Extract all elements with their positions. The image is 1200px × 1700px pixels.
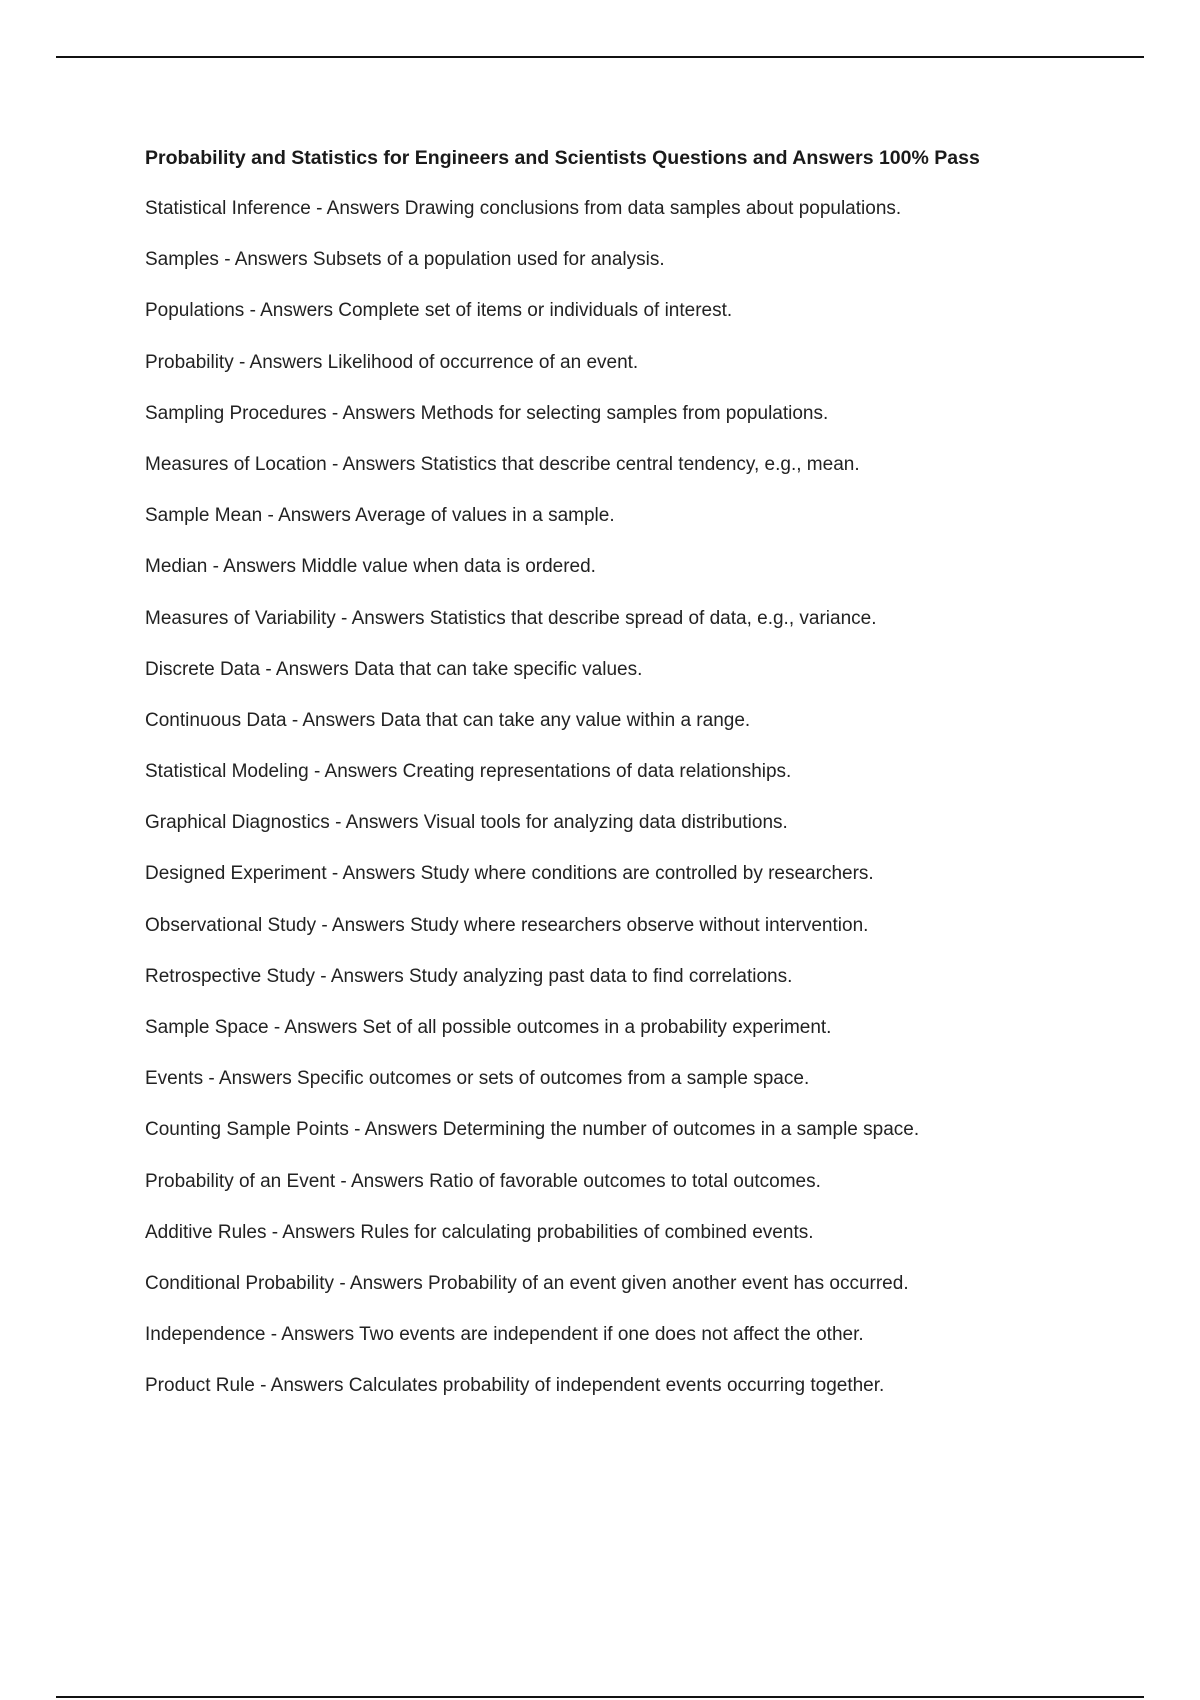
qa-item: Measures of Variability - Answers Statistics that describe spread of data, e.g., variance. — [145, 607, 877, 629]
qa-item: Additive Rules - Answers Rules for calculating probabilities of combined events. — [145, 1221, 814, 1243]
qa-item: Designed Experiment - Answers Study where conditions are controlled by researchers. — [145, 863, 874, 885]
qa-item: Discrete Data - Answers Data that can take specific values. — [145, 658, 643, 680]
qa-item: Statistical Inference - Answers Drawing conclusions from data samples about populations. — [145, 198, 902, 219]
qa-item: Statistical Modeling - Answers Creating representations of data relationships. — [145, 761, 792, 783]
qa-item: Measures of Location - Answers Statistics that describe central tendency, e.g., mean. — [145, 453, 860, 475]
document-body — [145, 146, 1145, 1398]
qa-item: Conditional Probability - Answers Probability of an event given another event has occurred. — [145, 1272, 909, 1294]
qa-item: Observational Study - Answers Study where researchers observe without intervention. — [145, 914, 869, 936]
qa-item: Probability of an Event - Answers Ratio of favorable outcomes to total outcomes. — [145, 1170, 821, 1192]
qa-item: Independence - Answers Two events are independent if one does not affect the other. — [145, 1324, 864, 1346]
qa-item: Events - Answers Specific outcomes or sets of outcomes from a sample space. — [145, 1068, 810, 1090]
qa-item: Probability - Answers Likelihood of occurrence of an event. — [145, 351, 639, 373]
footer-rule — [56, 1696, 1144, 1698]
qa-item: Sample Space - Answers Set of all possible outcomes in a probability experiment. — [145, 1017, 832, 1038]
document-title: Probability and Statistics for Engineers and Scientists Questions and Answers 100% Pass — [145, 147, 980, 169]
qa-list — [145, 197, 1145, 1398]
qa-item: Counting Sample Points - Answers Determining the number of outcomes in a sample space. — [145, 1119, 920, 1141]
qa-item: Median - Answers Middle value when data is ordered. — [145, 556, 596, 578]
header-rule — [56, 56, 1144, 58]
qa-item: Continuous Data - Answers Data that can take any value within a range. — [145, 709, 751, 731]
qa-item: Sample Mean - Answers Average of values in a sample. — [145, 505, 615, 527]
qa-item: Samples - Answers Subsets of a population used for analysis. — [145, 249, 665, 271]
qa-item: Retrospective Study - Answers Study analyzing past data to find correlations. — [145, 965, 793, 987]
qa-item: Sampling Procedures - Answers Methods for selecting samples from populations. — [145, 402, 829, 424]
qa-item: Populations - Answers Complete set of items or individuals of interest. — [145, 300, 733, 322]
qa-item: Product Rule - Answers Calculates probability of independent events occurring together. — [145, 1375, 885, 1397]
qa-item: Graphical Diagnostics - Answers Visual tools for analyzing data distributions. — [145, 812, 788, 834]
